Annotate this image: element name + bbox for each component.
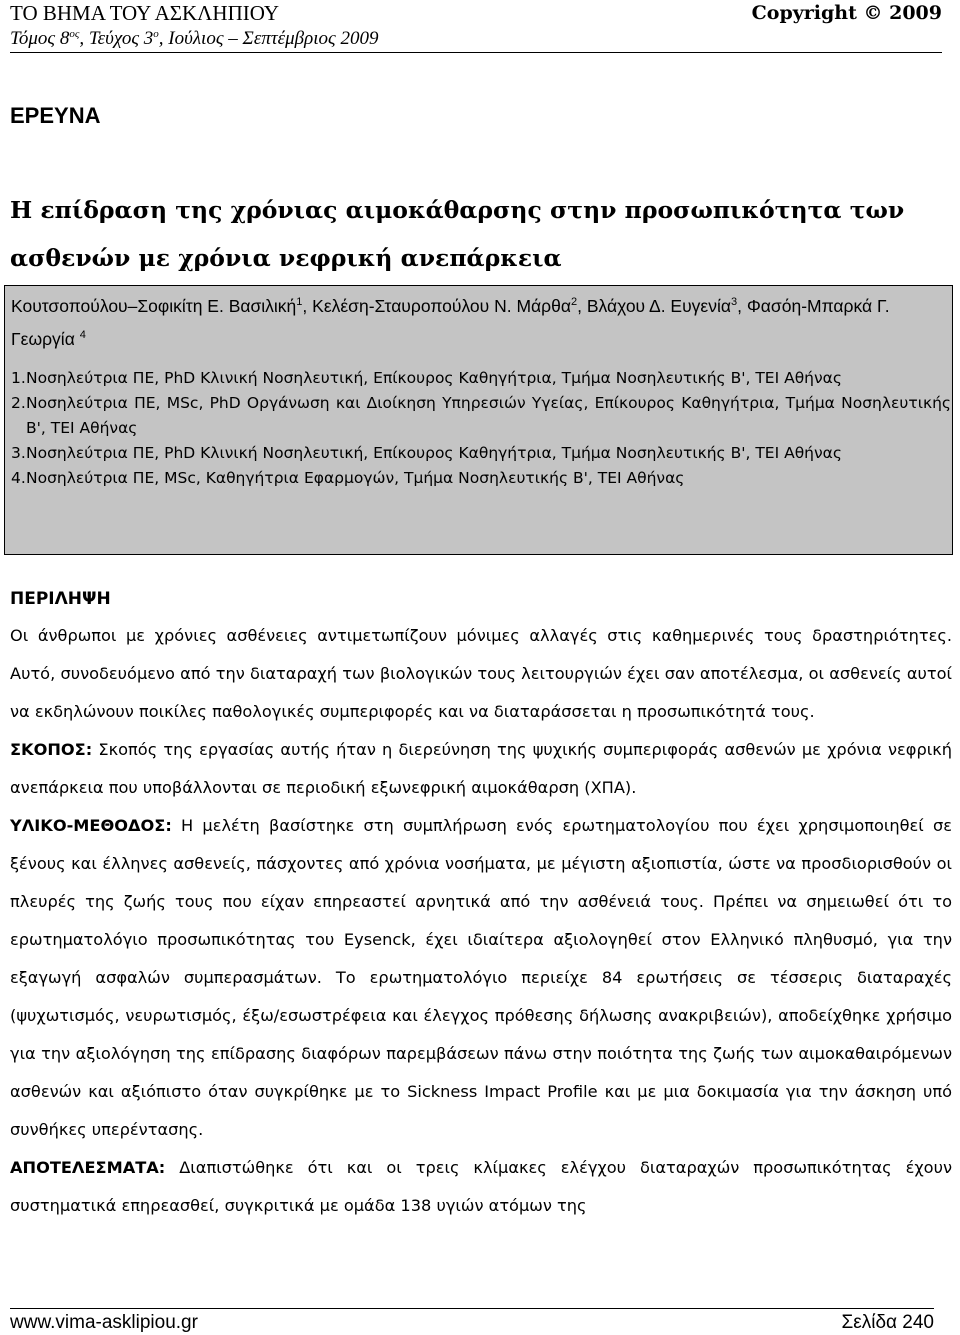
- abstract-intro: Οι άνθρωποι με χρόνιες ασθένειες αντιμετωπίζουν μόνιμες αλλαγές στις καθημερινές τους δραστηριότητες. Αυτό, συνοδευόμενο από την διαταραχή των βιολογικών τους λειτουργιών έχει σαν αποτέλεσμα, οι ασθενείς αυτοί να εκδηλώνουν ποικίλες παθολογικές συμπεριφορές και να διαταράσσεται η προσωπικότητά τους.: [10, 626, 952, 721]
- affiliation-item: 2. Νοσηλεύτρια ΠΕ, MSc, PhD Οργάνωση και Διοίκηση Υπηρεσιών Υγείας, Επίκουρος Καθηγήτρια, Τμήμα Νοσηλευτικής Β', ΤΕΙ Αθήνας: [11, 394, 951, 437]
- journal-title: ΤΟ ΒΗΜΑ ΤΟΥ ΑΣΚΛΗΠΙΟΥ: [10, 1, 280, 25]
- page-footer: [10, 1308, 934, 1335]
- authors-affiliations-box: [4, 285, 953, 555]
- author-name: Κουτσοπούλου–Σοφικίτη Ε. Βασιλική: [11, 296, 297, 316]
- method-label: ΥΛΙΚΟ-ΜΕΘΟΔΟΣ:: [10, 816, 172, 835]
- results-label: ΑΠΟΤΕΛΕΣΜΑΤΑ:: [10, 1158, 166, 1177]
- affiliation-item: 4. Νοσηλεύτρια ΠΕ, MSc, Καθηγήτρια Εφαρμογών, Τμήμα Νοσηλευτικής Β', ΤΕΙ Αθήνας: [11, 469, 685, 487]
- author-name: Φασόη-Μπαρκά Γ. Γεωργία: [11, 296, 890, 349]
- running-header: [10, 0, 942, 53]
- abstract-heading: ΠΕΡΙΛΗΨΗ: [10, 589, 111, 609]
- abstract-method: ΥΛΙΚΟ-ΜΕΘΟΔΟΣ: Η μελέτη βασίστηκε στη συμπλήρωση ενός ερωτηματολογίου που έχει χρησιμοποιηθεί σε ξένους και έλληνες ασθενείς, πάσχοντες από χρόνια νοσήματα, με μέγιστη αξιοπιστία, ώστε να προσδιορισθούν οι πλευρές της ζωής τους που είχαν επηρεαστεί αρνητικά από την ασθένειά τους. Πρέπει να σημειωθεί ότι το ερωτηματολόγιο προσωπικότητας του Eysenck, έχει ιδιαίτερα αξιολογηθεί στον Ελληνικό πληθυσμό, για την εξαγωγή ασφαλών συμπερασμάτων. Το ερωτηματολόγιο περιείχε 84 ερωτήσεις σε τέσσερις διαταραχές (ψυχωτισμός, νευρωτισμός, έξω/εσωστρέφεια και έλεγχος πρόθεσης δήλωσης ανακριβειών), αποδείχθηκε χρήσιμο για την αξιολόγηση της επίδρασης διαφόρων παρεμβάσεων πάνω στην ποιότητα της ζωής των αιμοκαθαιρόμενων ασθενών και αξιόπιστο όταν συγκρίθηκε με το Sickness Impact Profile και με μια δοκιμασία για την άσκηση υπό συνθήκες υπερέντασης.: [10, 816, 952, 1139]
- abstract-results: ΑΠΟΤΕΛΕΣΜΑΤΑ: Διαπιστώθηκε ότι και οι τρεις κλίμακες ελέγχου διαταραχών προσωπικότητας έχουν συστηματικά επηρεασθεί, συγκριτικά με ομάδα 138 υγιών ατόμων της: [10, 1158, 952, 1215]
- page-number: Σελίδα 240: [841, 1312, 934, 1333]
- website-link[interactable]: www.vima-asklipiou.gr: [10, 1312, 198, 1333]
- issue-info: Τόμος $8^{o\varsigma}$, Τεύχος $3^o$, Ιούλιος – Σεπτέμβριος 2009: [10, 28, 379, 49]
- aim-label: ΣΚΟΠΟΣ:: [10, 740, 93, 759]
- abstract-body: [10, 617, 952, 1225]
- abstract-aim: ΣΚΟΠΟΣ: Σκοπός της εργασίας αυτής ήταν η διερεύνηση της ψυχικής συμπεριφοράς ασθενών με χρόνια νεφρική ανεπάρκεια που υποβάλλονται σε περιοδική εξωνεφρική αιμοκάθαρση (ΧΠΑ).: [10, 740, 952, 797]
- copyright-notice: Copyright © 2009: [751, 2, 942, 24]
- affiliation-item: 1. Νοσηλεύτρια ΠΕ, PhD Κλινική Νοσηλευτική, Επίκουρος Καθηγήτρια, Τμήμα Νοσηλευτικής Β', ΤΕΙ Αθήνας: [11, 369, 842, 387]
- article-title: Η επίδραση της χρόνιας αιμοκάθαρσης στην προσωπικότητα των ασθενών με χρόνια νεφρική ανεπάρκεια: [10, 196, 905, 272]
- affiliation-list: [11, 366, 951, 491]
- section-label: ΕΡΕΥΝΑ: [10, 103, 101, 128]
- affiliation-item: 3. Νοσηλεύτρια ΠΕ, PhD Κλινική Νοσηλευτική, Επίκουρος Καθηγήτρια, Τμήμα Νοσηλευτικής Β', ΤΕΙ Αθήνας: [11, 444, 842, 462]
- author-list: Κουτσοπούλου–Σοφικίτη Ε. Βασιλική$^1$, Κελέση-Σταυροπούλου Ν. Μάρθα$^2$, Βλάχου Δ. Ευγενία$^3$, Φασόη-Μπαρκά Γ. Γεωργία $^4$: [11, 296, 890, 349]
- author-name: Βλάχου Δ. Ευγενία: [586, 296, 731, 316]
- author-name: Κελέση-Σταυροπούλου Ν. Μάρθα: [312, 296, 571, 316]
